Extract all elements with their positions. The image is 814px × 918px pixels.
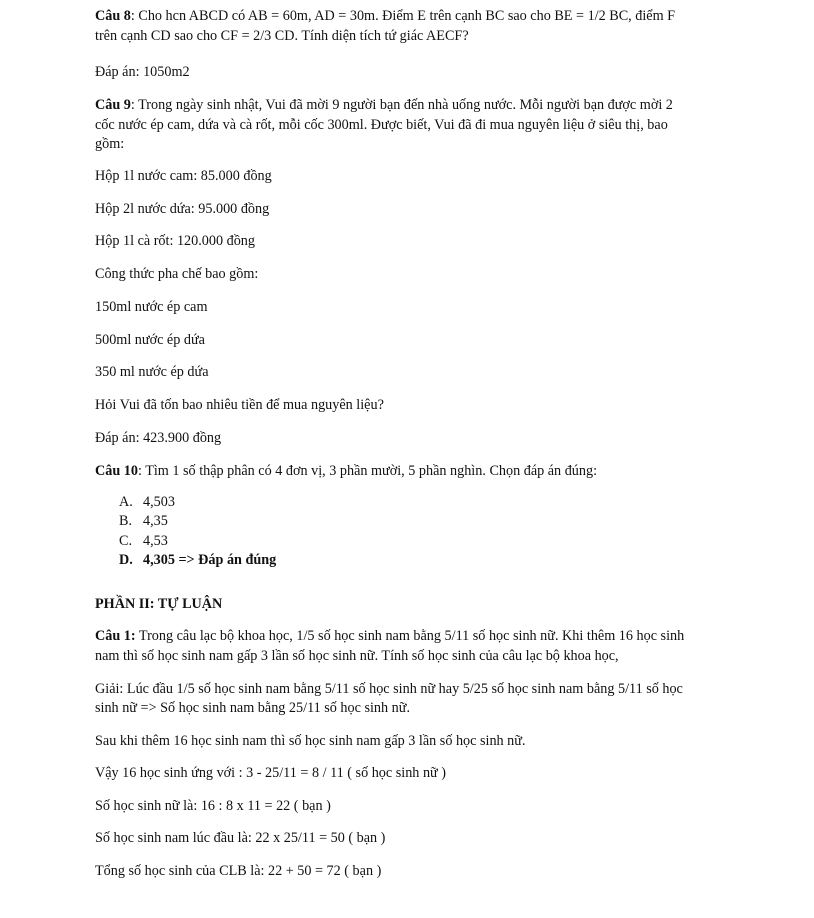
- q9-text-2: cốc nước ép cam, dứa và cà rốt, mỗi cốc 300ml. Được biết, Vui đã đi mua nguyên liệu ở siêu thị, bao: [95, 117, 668, 133]
- q9-item-1: Hộp 1l nước cam: 85.000 đồng: [95, 168, 272, 184]
- q8-text-1: : Cho hcn ABCD có AB = 60m, AD = 30m. Điểm E trên cạnh BC sao cho BE = 1/2 BC, điểm F: [130, 8, 676, 24]
- option-letter: D.: [119, 552, 133, 568]
- q9-label: Câu 9: [95, 97, 131, 113]
- solution-line-7: Tổng số học sinh của CLB là: 22 + 50 = 72 ( bạn ): [95, 863, 382, 879]
- solution-line-3: Sau khi thêm 16 học sinh nam thì số học sinh nam gấp 3 lần số học sinh nữ.: [95, 733, 526, 749]
- q9-recipe-3: 350 ml nước ép dứa: [95, 364, 209, 380]
- q9-question: Hỏi Vui đã tốn bao nhiêu tiền để mua nguyên liệu?: [95, 397, 384, 413]
- option-value: 4,35: [143, 513, 168, 529]
- option-letter: C.: [119, 533, 133, 549]
- solution-line-5: Số học sinh nữ là: 16 : 8 x 11 = 22 ( bạn ): [95, 798, 331, 814]
- solution-line-1: Giải: Lúc đầu 1/5 số học sinh nam bằng 5/11 số học sinh nữ hay 5/25 số học sinh nam bằng 5/11 số học: [95, 681, 683, 697]
- q9-line-1: [95, 95, 735, 115]
- part2-q1-line-1: [95, 626, 735, 646]
- q8-label: Câu 8: [95, 8, 131, 24]
- part2-q1-text-2: nam thì số học sinh nam gấp 3 lần số học sinh nữ. Tính số học sinh của câu lạc bộ khoa học,: [95, 648, 619, 664]
- q10-label: Câu 10: [95, 463, 138, 479]
- q10-text: : Tìm 1 số thập phân có 4 đơn vị, 3 phần mười, 5 phần nghìn. Chọn đáp án đúng:: [137, 463, 598, 479]
- option-letter: B.: [119, 513, 133, 529]
- q9-recipe-title: Công thức pha chế bao gồm:: [95, 266, 259, 282]
- part2-q1-text-1: Trong câu lạc bộ khoa học, 1/5 số học sinh nam bằng 5/11 số học sinh nữ. Khi thêm 16 học sinh: [135, 628, 685, 644]
- q9-answer: Đáp án: 423.900 đồng: [95, 430, 222, 446]
- q9-recipe-1: 150ml nước ép cam: [95, 299, 208, 315]
- q8-text-2: trên cạnh CD sao cho CF = 2/3 CD. Tính diện tích tứ giác AECF?: [95, 28, 469, 44]
- q9-item-2: Hộp 2l nước dứa: 95.000 đồng: [95, 201, 270, 217]
- q8-line-1: [95, 6, 735, 26]
- q10-option-a: [119, 493, 175, 512]
- solution-line-2: sinh nữ => Số học sinh nam bằng 25/11 số học sinh nữ.: [95, 700, 410, 716]
- q10-option-d: [119, 551, 276, 570]
- q10-option-b: [119, 512, 168, 531]
- option-value: 4,53: [143, 533, 168, 549]
- q9-recipe-2: 500ml nước ép dứa: [95, 332, 205, 348]
- q10-option-c: [119, 532, 168, 551]
- q8-answer: Đáp án: 1050m2: [95, 64, 190, 80]
- option-value: 4,503: [143, 494, 175, 510]
- q9-text-3: gồm:: [95, 136, 125, 152]
- q10-line: [95, 461, 735, 481]
- option-value: 4,305 => Đáp án đúng: [143, 552, 277, 568]
- q9-item-3: Hộp 1l cà rốt: 120.000 đồng: [95, 233, 255, 249]
- solution-line-4: Vậy 16 học sinh ứng với : 3 - 25/11 = 8 / 11 ( số học sinh nữ ): [95, 765, 446, 781]
- option-letter: A.: [119, 494, 133, 510]
- part2-heading: PHẦN II: TỰ LUẬN: [95, 596, 223, 612]
- q9-text-1: : Trong ngày sinh nhật, Vui đã mời 9 người bạn đến nhà uống nước. Mỗi người bạn được mời 2: [130, 97, 673, 113]
- solution-line-6: Số học sinh nam lúc đầu là: 22 x 25/11 = 50 ( bạn ): [95, 830, 386, 846]
- part2-q1-label: Câu 1:: [95, 628, 136, 644]
